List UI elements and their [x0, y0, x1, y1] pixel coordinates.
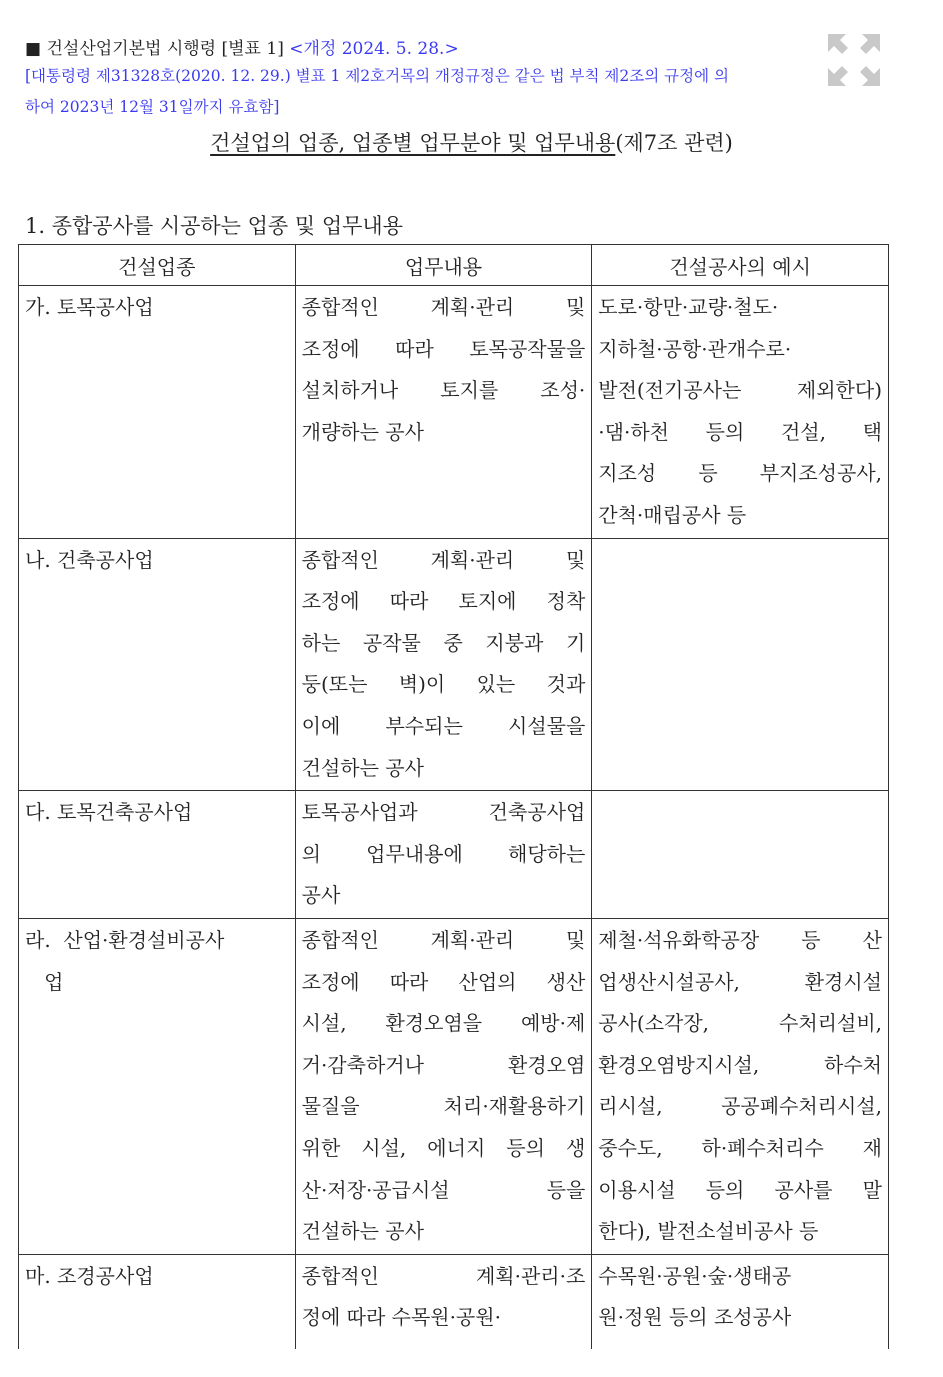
business-type-cell — [19, 791, 296, 919]
work-content-cell — [295, 1254, 592, 1349]
cell-line: ·댐·하천 등의 건설, 택 — [598, 419, 882, 444]
cell-line: 시설, 환경오염을 예방·제 — [301, 1011, 586, 1036]
cell-line: 마. 조경공사업 — [25, 1263, 154, 1288]
cell-line: 위한 시설, 에너지 등의 생 — [301, 1135, 586, 1160]
cell-line: 환경오염방지시설, 하수처 — [598, 1052, 882, 1077]
business-type-cell — [19, 286, 296, 539]
law-header: ■ 건설산업기본법 시행령 [별표 1] <개정 2024. 5. 28.> — [25, 39, 459, 59]
cell-line: 수목원·공원·숲·생태공 — [598, 1263, 792, 1288]
header-content: 업무내용 — [295, 245, 592, 286]
law-name: 건설산업기본법 시행령 [별표 1] — [46, 39, 284, 59]
cell-line: 이용시설 등의 공사를 말 — [598, 1177, 882, 1202]
cell-line: 공사 — [301, 883, 341, 908]
header-examples: 건설공사의 예시 — [592, 245, 889, 286]
table-row — [19, 286, 889, 539]
expand-icon[interactable] — [826, 32, 882, 88]
cell-line: 정에 따라 수목원·공원· — [301, 1305, 501, 1330]
business-type-cell — [19, 1254, 296, 1349]
cell-line: 리시설, 공공폐수처리시설, — [598, 1094, 882, 1119]
work-content-cell — [295, 791, 592, 919]
table-header-row — [19, 245, 889, 286]
cell-line: 조정에 따라 토목공작물을 — [301, 336, 586, 361]
examples-cell — [592, 286, 889, 539]
validity-note-line1: [대통령령 제31328호(2020. 12. 29.) 별표 1 제2호거목의 개정규정은 같은 법 부칙 제2조의 규정에 의 — [25, 67, 729, 85]
validity-note-line2: 하여 2023년 12월 31일까지 유효함] — [25, 98, 280, 116]
amendment-date: <개정 2024. 5. 28.> — [289, 39, 459, 59]
cell-line: 한다), 발전소설비공사 등 — [598, 1219, 819, 1244]
cell-line: 종합적인 계획·관리·조 — [301, 1263, 586, 1288]
cell-line: 둥(또는 벽)이 있는 것과 — [301, 672, 586, 697]
examples-cell — [592, 791, 889, 919]
business-types-table — [18, 244, 889, 1349]
cell-line: 설치하거나 토지를 조성· — [301, 378, 586, 403]
cell-line: 산·저장·공급시설 등을 — [301, 1177, 586, 1202]
cell-line: 의 업무내용에 해당하는 — [301, 841, 586, 866]
cell-line: 지하철·공항·관개수로· — [598, 336, 792, 361]
cell-line: 조정에 따라 산업의 생산 — [301, 969, 586, 994]
business-type-cell — [19, 918, 296, 1254]
table-row — [19, 1254, 889, 1349]
cell-line: 거·감축하거나 환경오염 — [301, 1052, 586, 1077]
cell-line: 업생산시설공사, 환경시설 — [598, 969, 882, 994]
examples-cell — [592, 538, 889, 791]
cell-line: 개량하는 공사 — [301, 419, 424, 444]
cell-line: 종합적인 계획·관리 및 — [301, 547, 586, 572]
cell-line: 원·정원 등의 조성공사 — [598, 1305, 792, 1330]
cell-line: 지조성 등 부지조성공사, — [598, 461, 882, 486]
cell-line: 하는 공작물 중 지붕과 기 — [301, 630, 586, 655]
cell-line: 종합적인 계획·관리 및 — [301, 295, 586, 319]
work-content-cell — [295, 538, 592, 791]
cell-line: 공사(소각장, 수처리설비, — [598, 1011, 882, 1036]
cell-line: 가. 토목공사업 — [25, 295, 154, 319]
page-title — [0, 127, 943, 157]
cell-line: 건설하는 공사 — [301, 1219, 424, 1244]
cell-line: 다. 토목건축공사업 — [25, 800, 193, 825]
cell-line: 도로·항만·교량·철도· — [598, 295, 779, 319]
cell-line: 물질을 처리·재활용하기 — [301, 1094, 586, 1119]
cell-line: 토목공사업과 건축공사업 — [301, 800, 586, 825]
cell-line: 발전(전기공사는 제외한다) — [598, 378, 882, 403]
table-row — [19, 918, 889, 1254]
cell-line: 나. 건축공사업 — [25, 547, 154, 572]
cell-line: 종합적인 계획·관리 및 — [301, 927, 586, 952]
business-type-cell — [19, 538, 296, 791]
examples-cell — [592, 918, 889, 1254]
work-content-cell — [295, 918, 592, 1254]
cell-line: 건설하는 공사 — [301, 755, 424, 780]
cell-line: 제철·석유화학공장 등 산 — [598, 927, 882, 952]
cell-line: 조정에 따라 토지에 정착 — [301, 589, 586, 614]
title-suffix: (제7조 관련) — [615, 131, 733, 155]
cell-line: 이에 부수되는 시설물을 — [301, 713, 586, 738]
cell-line: 업 — [25, 969, 64, 994]
header-type: 건설업종 — [19, 245, 296, 286]
table-row — [19, 791, 889, 919]
title-main: 건설업의 업종, 업종별 업무분야 및 업무내용 — [210, 131, 616, 155]
work-content-cell — [295, 286, 592, 539]
table-row — [19, 538, 889, 791]
examples-cell — [592, 1254, 889, 1349]
section-title: 1. 종합공사를 시공하는 업종 및 업무내용 — [25, 214, 403, 238]
cell-line: 라. 산업·환경설비공사 — [25, 927, 225, 952]
cell-line: 중수도, 하·폐수처리수 재 — [598, 1135, 882, 1160]
cell-line: 간척·매립공사 등 — [598, 502, 747, 527]
